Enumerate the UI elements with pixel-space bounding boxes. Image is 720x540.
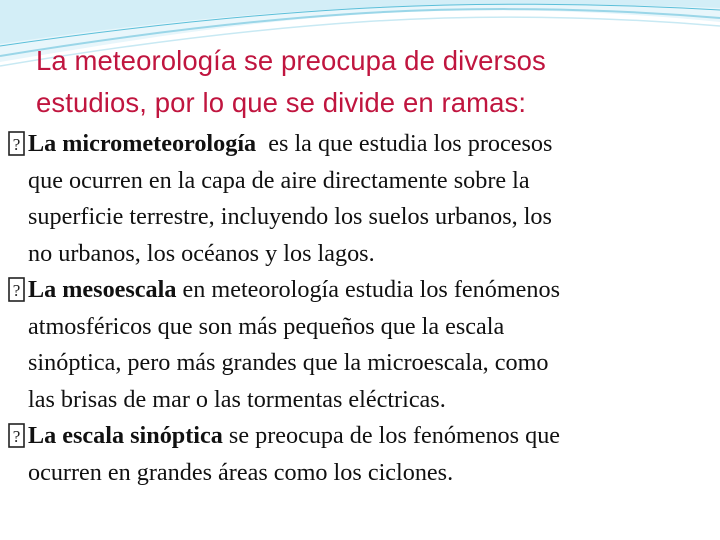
missing-glyph-box-icon xyxy=(7,275,27,305)
term-label: La micrometeorología xyxy=(28,130,257,157)
term-label: La escala sinóptica xyxy=(28,422,223,449)
paragraph-line: sinóptica, pero más grandes que la microescala, como xyxy=(28,349,549,376)
svg-text:?: ? xyxy=(12,135,21,154)
paragraph-line: las brisas de mar o las tormentas eléctricas. xyxy=(28,385,446,413)
slide-title-line-1: La meteorología se preocupa de diversos xyxy=(36,45,546,76)
term-label: La mesoescala xyxy=(28,276,177,303)
missing-glyph-box-icon xyxy=(7,129,27,159)
paragraph-line: atmosféricos que son más pequeños que la escala xyxy=(28,312,505,340)
paragraph-line xyxy=(28,272,718,309)
list-item-micrometeorologia xyxy=(0,126,718,272)
content-list xyxy=(0,126,720,491)
slide-title xyxy=(36,40,706,124)
paragraph-line xyxy=(28,418,718,455)
list-item-mesoescala xyxy=(0,272,718,418)
paragraph-line: que ocurren en la capa de aire directamente sobre la xyxy=(28,166,530,194)
paragraph-text: se preocupa de los fenómenos que xyxy=(222,422,561,449)
paragraph-line: ocurren en grandes áreas como los ciclones. xyxy=(28,458,454,486)
list-item-escala-sinoptica xyxy=(0,418,718,491)
paragraph-text: en meteorología estudia los fenómenos xyxy=(176,276,561,303)
paragraph-line: no urbanos, los océanos y los lagos. xyxy=(28,239,375,267)
slide-title-line-2: estudios, por lo que se divide en ramas: xyxy=(36,87,527,118)
paragraph-line xyxy=(28,126,718,163)
paragraph-line: superficie terrestre, incluyendo los suelos urbanos, los xyxy=(28,203,552,230)
missing-glyph-box-icon xyxy=(7,421,27,451)
svg-text:?: ? xyxy=(12,427,21,446)
paragraph-text: es la que estudia los procesos xyxy=(256,130,553,157)
svg-text:?: ? xyxy=(12,281,21,300)
